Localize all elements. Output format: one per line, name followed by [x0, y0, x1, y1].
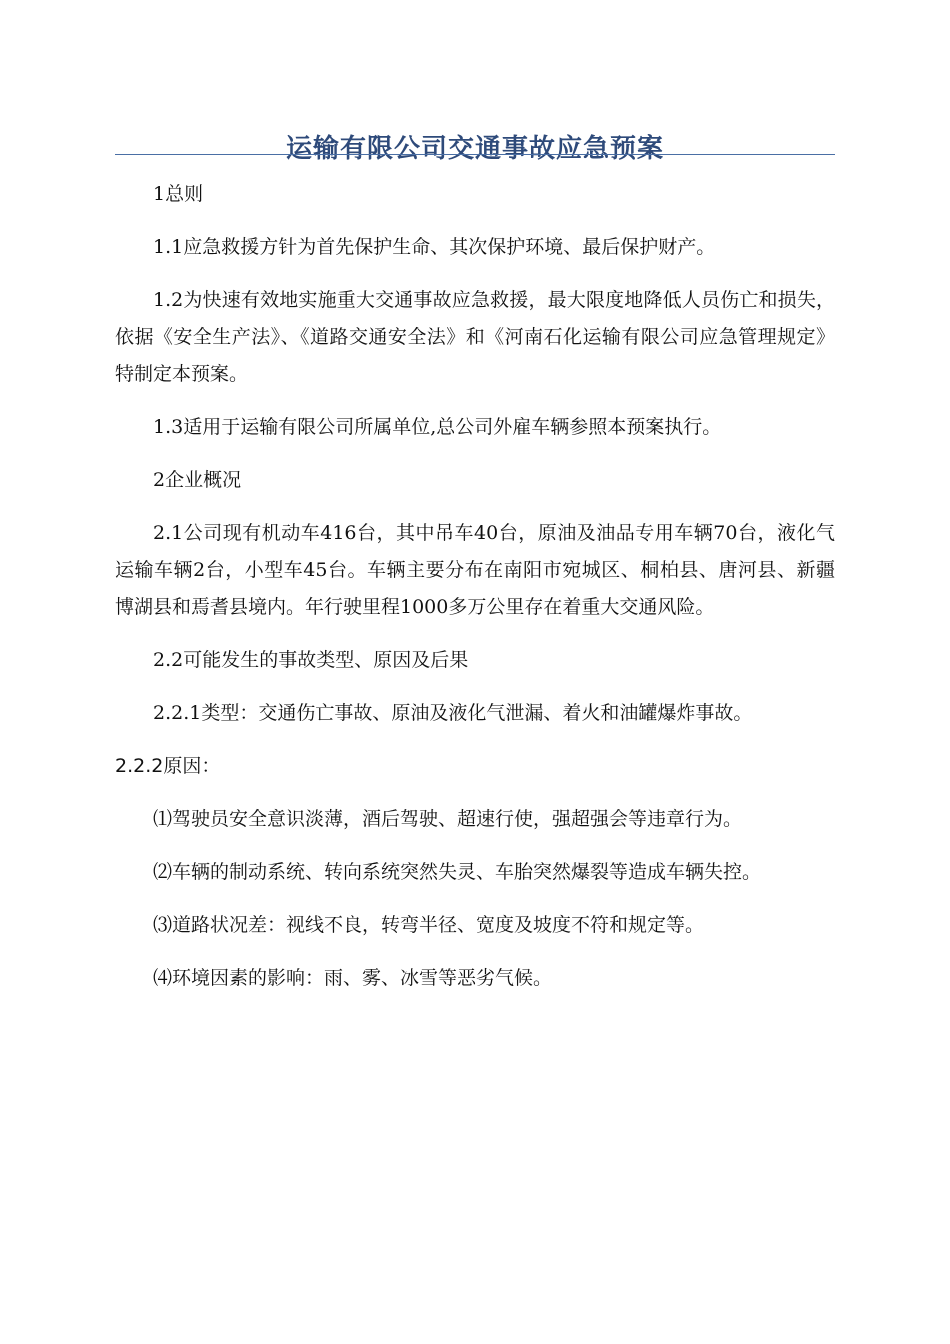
section-heading-1: 1总则 [153, 183, 204, 205]
document-body [115, 176, 835, 1013]
paragraph-1-1: 1.1应急救援方针为首先保护生命、其次保护环境、最后保护财产。 [153, 236, 716, 258]
title-underline [115, 154, 835, 155]
cause-item-2: ⑵车辆的制动系统、转向系统突然失灵、车胎突然爆裂等造成车辆失控。 [153, 861, 762, 883]
paragraph-2-1: 2.1公司现有机动车416台，其中吊车40台，原油及油品专用车辆70台，液化气运输车辆2台，小型车45台。车辆主要分布在南阳市宛城区、桐柏县、唐河县、新疆博湖县和焉耆县境内。年行驶里程1000多万公里存在着重大交通风险。 [115, 522, 835, 618]
cause-item-3: ⑶道路状况差：视线不良，转弯半径、宽度及坡度不符和规定等。 [153, 914, 705, 936]
paragraph-2-2-1: 2.2.1类型：交通伤亡事故、原油及液化气泄漏、着火和油罐爆炸事故。 [153, 702, 753, 724]
cause-item-1: ⑴驾驶员安全意识淡薄，酒后驾驶、超速行使，强超强会等违章行为。 [153, 808, 743, 830]
paragraph-1-2: 1.2为快速有效地实施重大交通事故应急救援，最大限度地降低人员伤亡和损失，依据《安全生产法》、《道路交通安全法》和《河南石化运输有限公司应急管理规定》特制定本预案。 [115, 289, 835, 385]
paragraph-2-2: 2.2可能发生的事故类型、原因及后果 [153, 649, 469, 671]
section-heading-2: 2企业概况 [153, 469, 242, 491]
cause-item-4: ⑷环境因素的影响：雨、雾、冰雪等恶劣气候。 [153, 967, 553, 989]
paragraph-1-3: 1.3适用于运输有限公司所属单位,总公司外雇车辆参照本预案执行。 [153, 416, 722, 438]
page-title: 运输有限公司交通事故应急预案 [285, 134, 664, 165]
paragraph-2-2-2: 2.2.2原因： [115, 755, 221, 777]
